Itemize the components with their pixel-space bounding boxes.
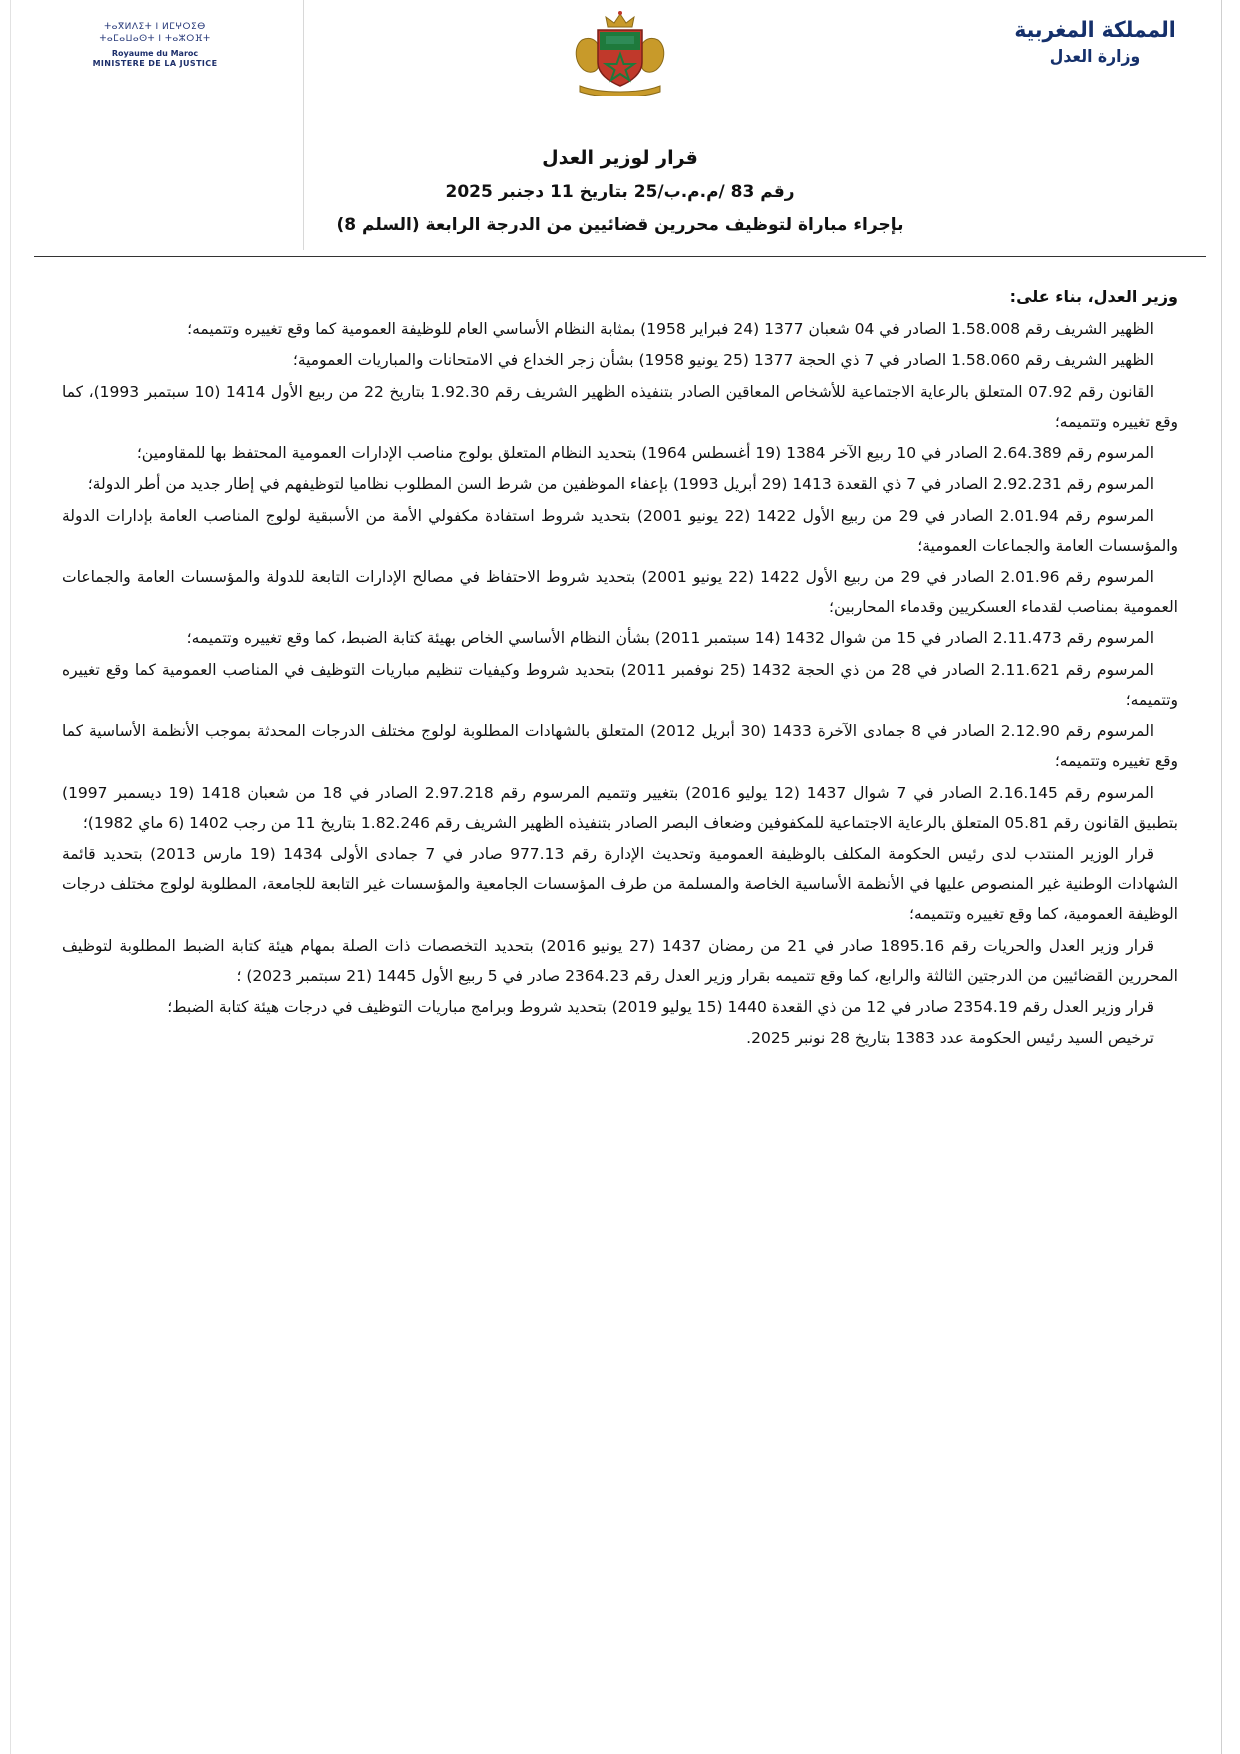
page-title: قرار لوزير العدل	[542, 147, 698, 169]
morocco-coat-of-arms-icon	[560, 10, 680, 96]
clause-item: القانون رقم 07.92 المتعلق بالرعاية الاجتماعية للأشخاص المعاقين الصادر بتنفيذه الظهير الشريف رقم 1.92.30 بتاريخ 22 من ربيع الأول 1414 (10 سبتمبر 1993)، كما وقع تغييره وتتميمه؛	[62, 382, 1178, 431]
ministry-logo-left	[60, 22, 250, 69]
clause-item: المرسوم رقم 2.12.90 الصادر في 8 جمادى الآخرة 1433 (30 أبريل 2012) المتعلق بالشهادات المطلوبة لولوج مختلف الدرجات المحدثة بموجب الأنظمة الأساسية كما وقع تغييره وتتميمه؛	[62, 722, 1178, 771]
decree-subject: بإجراء مباراة لتوظيف محررين قضائيين من الدرجة الرابعة (السلم 8)	[336, 215, 904, 236]
clause-item: المرسوم رقم 2.01.96 الصادر في 29 من ربيع الأول 1422 (22 يونيو 2001) بتحديد شروط الاحتفاظ في مصالح الإدارات التابعة للدولة والمؤسسات العامة والجماعات العمومية بمناصب لقدماء العسكريين وقدماء المحاربين؛	[62, 568, 1178, 617]
page-border-left	[10, 0, 11, 1754]
ministry-of-justice-arabic: وزارة العدل	[1049, 47, 1141, 67]
french-ministry-text: MINISTERE DE LA JUSTICE	[92, 58, 218, 68]
clause-item: قرار الوزير المنتدب لدى رئيس الحكومة المكلف بالوظيفة العمومية وتحديث الإدارة رقم 977.13 صادر في 7 جمادى الأولى 1434 (19 مارس 2013) بتحديد قائمة الشهادات الوطنية غير المنصوص عليها في الأنظمة الأساسية الخاصة والمسلمة من طرف المؤسسات الجامعية والمؤسسات غير التابعة للجامعة، المطلوبة لولوج مختلف درجات الوظيفة العمومية، كما وقع تغييره وتتميمه؛	[62, 844, 1178, 924]
clause-item: قرار وزير العدل والحريات رقم 1895.16 صادر في 21 من رمضان 1437 (27 يونيو 2016) بتحديد التخصصات ذات الصلة بمهام هيئة كتابة الضبط المطلوبة لتوظيف المحررين القضائيين من الدرجتين الثالثة والرابع، كما وقع تتميمه بقرار وزير العدل رقم 2364.23 صادر في 5 ربيع الأول 1445 (21 سبتمبر 2023) ؛	[62, 936, 1178, 985]
amazigh-ministry-text: ⵜⴰⵎⴰⵡⴰⵙⵜ ⵏ ⵜⴰⵣⵔⴼⵜ	[99, 34, 211, 45]
ministry-logo-right-arabic	[1005, 18, 1185, 67]
page-border-right	[1221, 0, 1222, 1754]
clause-item: قرار وزير العدل رقم 2354.19 صادر في 12 من ذي القعدة 1440 (15 يوليو 2019) بتحديد شروط وبرامج مباريات التوظيف في درجات هيئة كتابة الضبط؛	[167, 998, 1154, 1017]
clause-item: المرسوم رقم 2.92.231 الصادر في 7 ذي القعدة 1413 (29 أبريل 1993) بإعفاء الموظفين من شرط السن المطلوب نظاميا لتوظيفهم في إطار جديد من أطر الدولة؛	[87, 475, 1154, 494]
document-header	[0, 0, 1240, 126]
clause-item: الظهير الشريف رقم 1.58.060 الصادر في 7 ذي الحجة 1377 (25 يونيو 1958) بشأن زجر الخداع في الامتحانات والمباريات العمومية؛	[292, 351, 1154, 370]
clause-item: الظهير الشريف رقم 1.58.008 الصادر في 04 شعبان 1377 (24 فبراير 1958) بمثابة النظام الأساسي العام للوظيفة العمومية كما وقع تغييره وتتميمه؛	[187, 320, 1154, 339]
clause-item: المرسوم رقم 2.11.621 الصادر في 28 من ذي الحجة 1432 (25 نوفمبر 2011) بتحديد شروط وكيفيات تنظيم مباريات التوظيف في المناصب العمومية كما وقع تغييره وتتميمه؛	[62, 660, 1178, 709]
clause-item: المرسوم رقم 2.11.473 الصادر في 15 من شوال 1432 (14 سبتمبر 2011) بشأن النظام الأساسي الخاص بهيئة كتابة الضبط، كما وقع تغييره وتتميمه؛	[186, 629, 1154, 648]
clause-item: المرسوم رقم 2.16.145 الصادر في 7 شوال 1437 (12 يوليو 2016) بتغيير وتتميم المرسوم رقم 2.97.218 الصادر في 18 من شعبان 1418 (19 ديسمبر 1997) بتطبيق القانون رقم 05.81 المتعلق بالرعاية الاجتماعية للمكفوفين وضعاف البصر الصادر بتنفيذه الظهير الشريف رقم 1.82.246 بتاريخ 11 من رجب 1402 (6 ماي 1982)؛	[62, 783, 1178, 832]
kingdom-of-morocco-arabic: المملكة المغربية	[1014, 18, 1176, 43]
decree-number-and-date: رقم 83 /م.م.ب/25 بتاريخ 11 دجنبر 2025	[445, 182, 795, 203]
clause-item: المرسوم رقم 2.01.94 الصادر في 29 من ربيع الأول 1422 (22 يونيو 2001) بتحديد شروط استفادة مكفولي الأمة من الأسبقية لولوج المناصب العامة بإدارات الدولة والمؤسسات العامة والجماعات العمومية؛	[62, 506, 1178, 555]
preamble-line: وزير العدل، بناء على:	[1009, 287, 1178, 307]
closing-authorization-line: ترخيص السيد رئيس الحكومة عدد 1383 بتاريخ 28 نونبر 2025.	[746, 1029, 1154, 1048]
french-kingdom-text: Royaume du Maroc	[111, 48, 199, 58]
clause-item: المرسوم رقم 2.64.389 الصادر في 10 ربيع الآخر 1384 (19 أغسطس 1964) بتحديد النظام المتعلق بولوج مناصب الإدارات العمومية المحتفظ بها للمقاومين؛	[136, 444, 1154, 463]
document-body	[0, 257, 1240, 1053]
document-title-block	[0, 142, 1240, 240]
amazigh-kingdom-text: ⵜⴰⴳⵍⴷⵉⵜ ⵏ ⵍⵎⵖⵔⵉⴱ	[104, 22, 206, 32]
